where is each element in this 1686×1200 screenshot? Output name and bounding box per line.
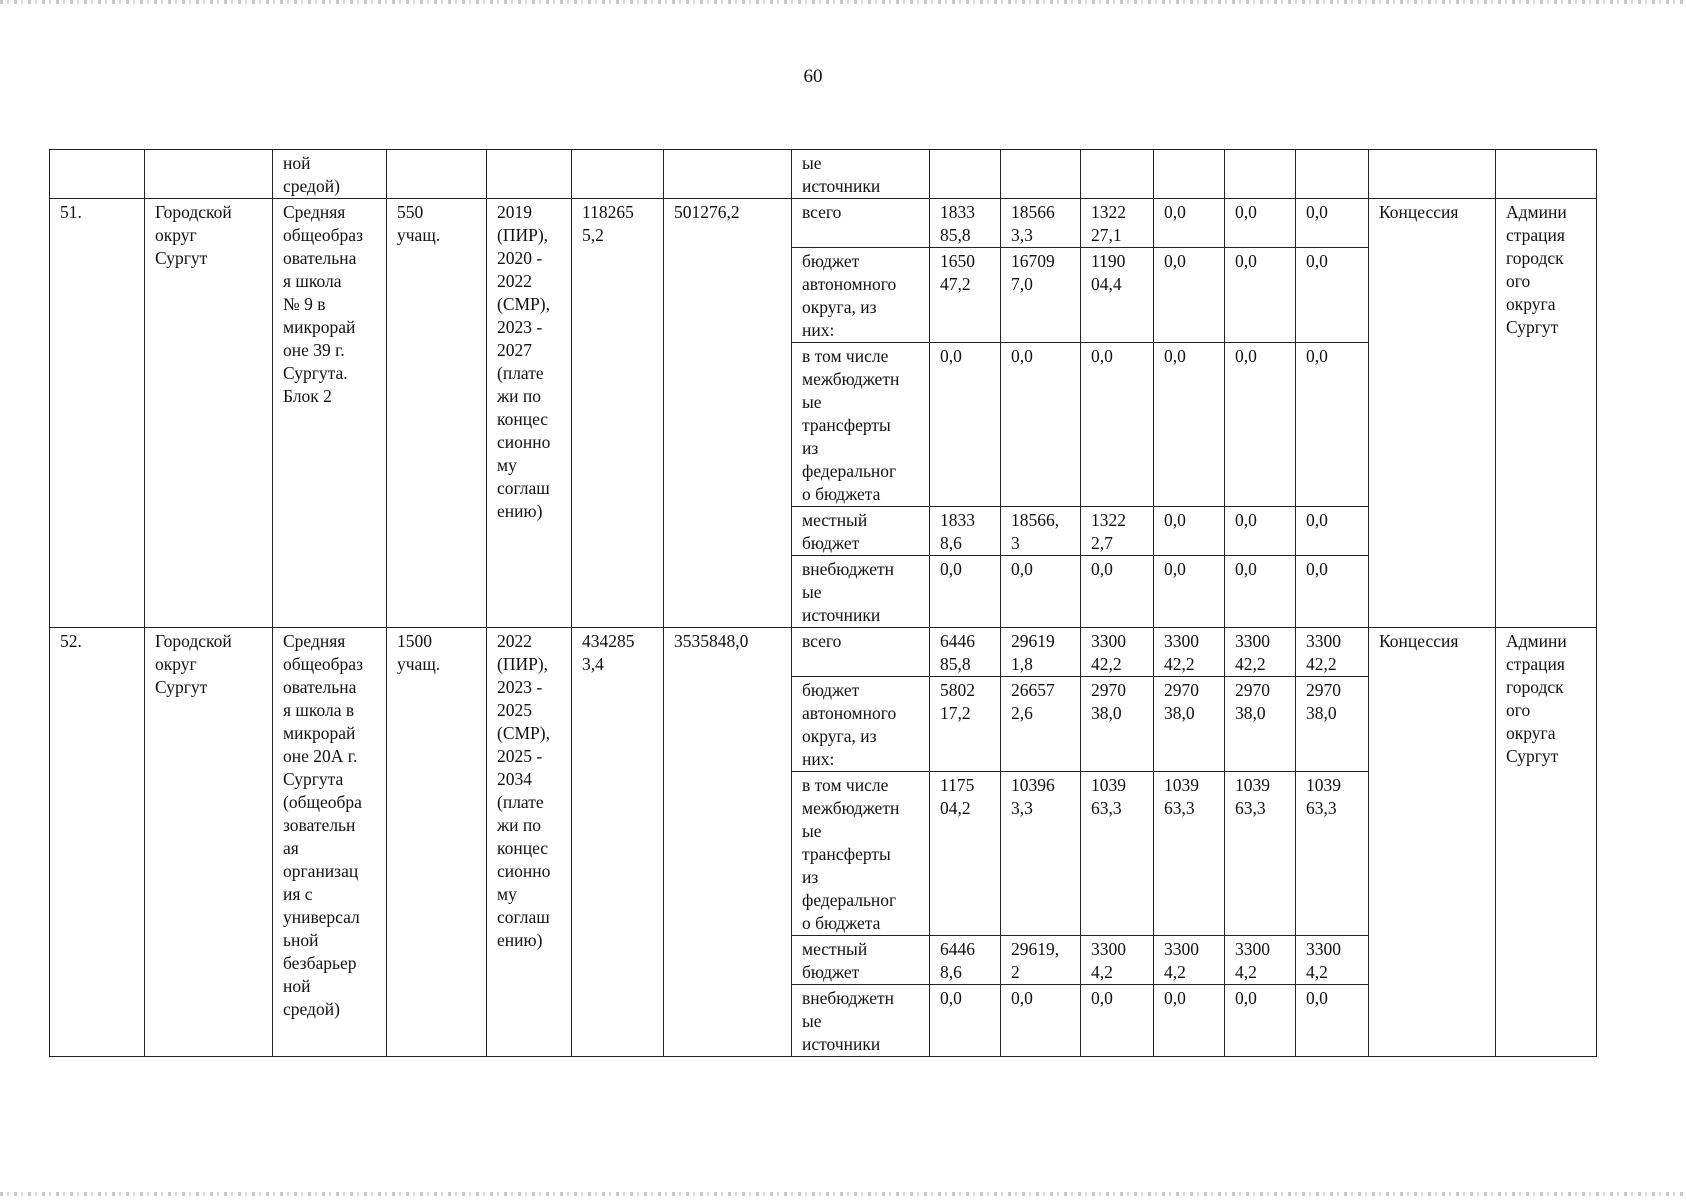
cell-remaining-cost: [664, 150, 792, 199]
cell-year-value: 0,0: [1225, 343, 1296, 507]
cell-year-value: 2970 38,0: [1081, 677, 1154, 772]
cell-year-value: 6446 85,8: [930, 628, 1001, 677]
cell-year-value: 0,0: [1001, 556, 1081, 628]
cell-year-value: 1039 63,3: [1154, 772, 1225, 936]
cell-year-value: 0,0: [1225, 556, 1296, 628]
cell-year-value: 0,0: [1154, 556, 1225, 628]
cell-mechanism: Концессия: [1369, 628, 1496, 1057]
cell-year-value: 0,0: [1154, 248, 1225, 343]
cell-year-value: 0,0: [1001, 985, 1081, 1057]
cell-total-cost: [572, 150, 664, 199]
cell-municipality: Городской округ Сургут: [145, 199, 273, 628]
scan-edge-bottom: [0, 1192, 1686, 1196]
page-number: 60: [803, 66, 823, 87]
cell-year-value: [930, 150, 1001, 199]
cell-year-value: 0,0: [1001, 343, 1081, 507]
cell-num: 51.: [50, 199, 145, 628]
cell-year-value: 3300 4,2: [1225, 936, 1296, 985]
cell-year-value: 0,0: [1154, 199, 1225, 248]
cell-funding-source: местный бюджет: [792, 936, 930, 985]
cell-year-value: [1154, 150, 1225, 199]
cell-year-value: 0,0: [1154, 985, 1225, 1057]
cell-year-value: 3300 42,2: [1296, 628, 1369, 677]
cell-year-value: 1039 63,3: [1296, 772, 1369, 936]
cell-num: 52.: [50, 628, 145, 1057]
cell-year-value: 0,0: [1081, 556, 1154, 628]
cell-funding-source: внебюджетн ые источники: [792, 985, 930, 1057]
cell-year-value: 3300 42,2: [1225, 628, 1296, 677]
cell-year-value: 1322 27,1: [1081, 199, 1154, 248]
cell-remaining-cost: 3535848,0: [664, 628, 792, 1057]
cell-year-value: 3300 42,2: [1081, 628, 1154, 677]
cell-year-value: 2970 38,0: [1296, 677, 1369, 772]
cell-year-value: 0,0: [1225, 248, 1296, 343]
cell-funding-source: в том числе межбюджетн ые трансферты из федеральног о бюджета: [792, 772, 930, 936]
cell-year-value: 0,0: [1296, 985, 1369, 1057]
cell-year-value: 1833 85,8: [930, 199, 1001, 248]
cell-period: 2022 (ПИР), 2023 - 2025 (СМР), 2025 - 2034 (плате жи по концес сионно му соглаш ению): [487, 628, 572, 1057]
cell-year-value: 1833 8,6: [930, 507, 1001, 556]
scan-edge-top: [0, 0, 1686, 4]
cell-mechanism: [1369, 150, 1496, 199]
cell-capacity: 1500 учащ.: [387, 628, 487, 1057]
cell-year-value: 1175 04,2: [930, 772, 1001, 936]
investment-projects-table: [49, 149, 1597, 1057]
cell-object: Средняя общеобраз овательна я школа № 9 в микрорай оне 39 г. Сургута. Блок 2: [273, 199, 387, 628]
cell-year-value: 0,0: [1296, 556, 1369, 628]
cell-year-value: 0,0: [1296, 199, 1369, 248]
cell-num: [50, 150, 145, 199]
cell-municipality: [145, 150, 273, 199]
cell-year-value: 3300 4,2: [1081, 936, 1154, 985]
cell-period: 2019 (ПИР), 2020 - 2022 (СМР), 2023 - 2027 (плате жи по концес сионно му соглаш ению): [487, 199, 572, 628]
cell-responsible: Админи страция городск ого округа Сургут: [1496, 628, 1597, 1057]
continuation-row: [50, 150, 1597, 199]
cell-year-value: 0,0: [930, 556, 1001, 628]
cell-total-cost: 118265 5,2: [572, 199, 664, 628]
cell-year-value: 1650 47,2: [930, 248, 1001, 343]
cell-year-value: 0,0: [930, 985, 1001, 1057]
cell-year-value: 2970 38,0: [1154, 677, 1225, 772]
cell-year-value: 3300 42,2: [1154, 628, 1225, 677]
cell-year-value: 1039 63,3: [1225, 772, 1296, 936]
cell-year-value: 29619, 2: [1001, 936, 1081, 985]
cell-funding-source: всего: [792, 199, 930, 248]
cell-remaining-cost: 501276,2: [664, 199, 792, 628]
cell-object: ной средой): [273, 150, 387, 199]
cell-year-value: 0,0: [1081, 343, 1154, 507]
cell-year-value: 26657 2,6: [1001, 677, 1081, 772]
cell-funding-source: бюджет автономного округа, из них:: [792, 677, 930, 772]
cell-funding-source: всего: [792, 628, 930, 677]
cell-year-value: [1081, 150, 1154, 199]
cell-year-value: 0,0: [1225, 507, 1296, 556]
cell-year-value: 0,0: [1296, 507, 1369, 556]
cell-funding-source: местный бюджет: [792, 507, 930, 556]
cell-year-value: 5802 17,2: [930, 677, 1001, 772]
cell-period: [487, 150, 572, 199]
cell-year-value: 3300 4,2: [1154, 936, 1225, 985]
cell-funding-source: ые источники: [792, 150, 930, 199]
cell-year-value: [1225, 150, 1296, 199]
cell-year-value: 18566, 3: [1001, 507, 1081, 556]
cell-year-value: 10396 3,3: [1001, 772, 1081, 936]
cell-year-value: 6446 8,6: [930, 936, 1001, 985]
cell-year-value: 0,0: [1154, 507, 1225, 556]
cell-funding-source: в том числе межбюджетн ые трансферты из федеральног о бюджета: [792, 343, 930, 507]
cell-capacity: 550 учащ.: [387, 199, 487, 628]
cell-year-value: 0,0: [1296, 343, 1369, 507]
cell-year-value: 2970 38,0: [1225, 677, 1296, 772]
cell-year-value: 1322 2,7: [1081, 507, 1154, 556]
cell-year-value: 1039 63,3: [1081, 772, 1154, 936]
cell-total-cost: 434285 3,4: [572, 628, 664, 1057]
cell-responsible: Админи страция городск ого округа Сургут: [1496, 199, 1597, 628]
cell-year-value: 0,0: [930, 343, 1001, 507]
cell-year-value: 0,0: [1225, 199, 1296, 248]
project-row: [50, 199, 1597, 248]
project-row: [50, 628, 1597, 677]
cell-municipality: Городской округ Сургут: [145, 628, 273, 1057]
cell-mechanism: Концессия: [1369, 199, 1496, 628]
cell-year-value: 29619 1,8: [1001, 628, 1081, 677]
cell-year-value: 0,0: [1154, 343, 1225, 507]
cell-funding-source: внебюджетн ые источники: [792, 556, 930, 628]
cell-capacity: [387, 150, 487, 199]
cell-year-value: 0,0: [1081, 985, 1154, 1057]
cell-year-value: 16709 7,0: [1001, 248, 1081, 343]
cell-year-value: 18566 3,3: [1001, 199, 1081, 248]
cell-year-value: 3300 4,2: [1296, 936, 1369, 985]
cell-object: Средняя общеобраз овательна я школа в микрорай оне 20А г. Сургута (общеобра зовательн ая организац ия с универсал ьной безбарьер ной средой): [273, 628, 387, 1057]
cell-year-value: 0,0: [1225, 985, 1296, 1057]
cell-year-value: 0,0: [1296, 248, 1369, 343]
cell-year-value: [1001, 150, 1081, 199]
cell-responsible: [1496, 150, 1597, 199]
cell-year-value: [1296, 150, 1369, 199]
cell-year-value: 1190 04,4: [1081, 248, 1154, 343]
cell-funding-source: бюджет автономного округа, из них:: [792, 248, 930, 343]
